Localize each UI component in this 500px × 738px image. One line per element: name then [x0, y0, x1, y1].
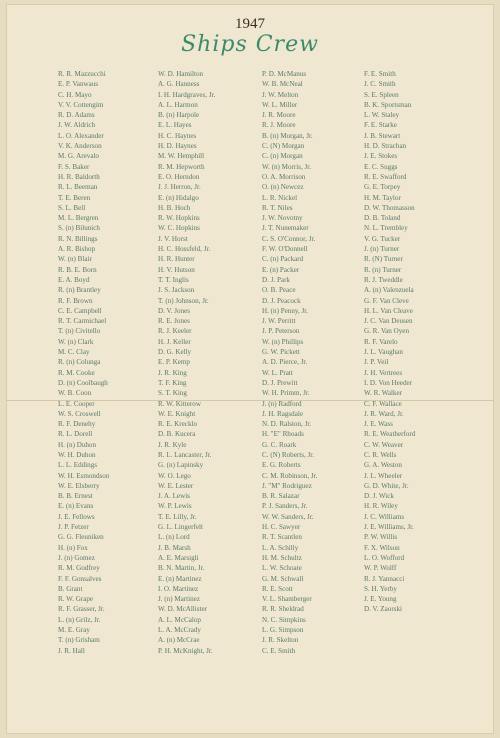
- crew-member-name: J. (n) Turner: [364, 245, 400, 254]
- crew-member-name: R. F. Varelo: [364, 337, 398, 346]
- crew-member-name: J. P. Fetzer: [58, 523, 89, 532]
- crew-member-name: W. P. Lewis: [158, 502, 192, 511]
- crew-member-name: R. W. Grape: [58, 595, 94, 604]
- crew-member-name: R. T. Carmichael: [58, 317, 107, 326]
- crew-member-name: R. (N) Turner: [364, 255, 403, 264]
- crew-member-name: A. L. Harmon: [158, 100, 198, 109]
- crew-member-name: H. M. Schultz: [262, 553, 302, 562]
- crew-member-name: M. G. Arevalo: [58, 152, 99, 161]
- crew-member-name: E. (n) Packer: [262, 265, 300, 274]
- crew-member-name: R. M. Godfrey: [58, 564, 100, 573]
- crew-member-name: L. W. Schoate: [262, 564, 302, 573]
- crew-member-name: C. F. Wallace: [364, 399, 402, 408]
- crew-member-name: W. O. Lego: [158, 471, 191, 480]
- crew-member-name: M. L. Bergren: [58, 214, 99, 223]
- crew-member-name: P. H. McKnight, Jr.: [158, 646, 213, 655]
- crew-member-name: R. M. Cooke: [58, 368, 95, 377]
- crew-member-name: J. S. Jackson: [158, 286, 195, 295]
- crew-member-name: G. G. Fleuniken: [58, 533, 104, 542]
- crew-member-name: R. B. E. Born: [58, 265, 97, 274]
- crew-member-name: T. (n) Grisham: [58, 636, 100, 645]
- crew-member-name: A. L. McCalop: [158, 615, 201, 624]
- crew-member-name: R. (n) Colunga: [58, 358, 101, 367]
- crew-member-name: E. P. Vanwaus: [58, 80, 99, 89]
- crew-member-name: G. D. White, Jr.: [364, 481, 409, 490]
- crew-member-name: V. K. Anderson: [58, 142, 102, 151]
- crew-member-name: W. S. Croswell: [58, 409, 101, 418]
- crew-member-name: L. A. McCrady: [158, 626, 201, 635]
- crew-member-name: A. G. Hanness: [158, 80, 200, 89]
- crew-member-name: W. C. Hopkins: [158, 224, 200, 233]
- crew-member-name: J. J. Herron, Jr.: [158, 183, 201, 192]
- crew-member-name: G. W. Pickett: [262, 348, 300, 357]
- crew-member-name: W. W. Sanders, Jr.: [262, 512, 314, 521]
- crew-member-name: R. J. Tweddle: [364, 275, 403, 284]
- crew-member-name: W. E. Knight: [158, 409, 196, 418]
- crew-member-name: O. B. Peace: [262, 286, 296, 295]
- crew-member-name: G. E. Torpey: [364, 183, 401, 192]
- crew-member-name: H. M. Taylor: [364, 193, 401, 202]
- crew-member-name: G. A. Weston: [364, 461, 402, 470]
- crew-member-name: H. R. Wiley: [364, 502, 398, 511]
- crew-member-name: C. R. Wells: [364, 450, 397, 459]
- crew-member-name: V. V. Cottengim: [58, 100, 104, 109]
- crew-member-name: J. W. Aldrich: [58, 121, 96, 130]
- crew-member-name: C. (n) Packard: [262, 255, 304, 264]
- crew-member-name: H. (n) Duhon: [58, 440, 97, 449]
- crew-member-name: S. H. Yerby: [364, 584, 397, 593]
- crew-member-name: E. C. Suggs: [364, 162, 398, 171]
- crew-member-name: D. B. Kucera: [158, 430, 196, 439]
- crew-member-name: W. H. Primm, Jr.: [262, 389, 310, 398]
- crew-member-name: W. (n) Blair: [58, 255, 92, 264]
- crew-member-name: H. C. Hossfeld, Jr.: [158, 245, 211, 254]
- crew-member-name: M. C. Clay: [58, 348, 90, 357]
- crew-member-name: L. W. Staley: [364, 111, 400, 120]
- crew-member-name: G. L. Lingerfelt: [158, 523, 203, 532]
- crew-member-name: H. C. Haynes: [158, 131, 197, 140]
- crew-member-name: M. E. Gray: [58, 626, 90, 635]
- crew-member-name: F. F. Gonsalves: [58, 574, 102, 583]
- crew-member-name: C. M. Robinson, Jr.: [262, 471, 318, 480]
- crew-member-name: J. B. Marsh: [158, 543, 191, 552]
- crew-member-name: C. (N) Roberts, Jr.: [262, 450, 315, 459]
- crew-member-name: E. A. Boyd: [58, 275, 90, 284]
- crew-member-name: J. P. Veil: [364, 358, 389, 367]
- crew-member-name: F. E. Smith: [364, 70, 396, 78]
- crew-member-name: L. R. Nickel: [262, 193, 298, 202]
- crew-member-name: T. (n) Civitello: [58, 327, 101, 336]
- crew-member-name: B. R. Salazar: [262, 492, 300, 501]
- crew-member-name: S. L. Bell: [58, 203, 86, 212]
- crew-member-name: F. X. Wilson: [364, 543, 400, 552]
- crew-member-name: D. J. Peacock: [262, 296, 301, 305]
- crew-member-name: L. O. Wofford: [364, 553, 405, 562]
- crew-member-name: D. G. Kelly: [158, 348, 192, 357]
- crew-member-name: J. W. Novotny: [262, 214, 303, 223]
- crew-member-name: W. B. McNeal: [262, 80, 303, 89]
- crew-member-name: N. L. Trembley: [364, 224, 408, 233]
- crew-member-name: W. D. Hamilton: [158, 70, 204, 78]
- crew-member-name: C. S. O'Connor, Jr.: [262, 234, 316, 243]
- crew-member-name: R. T. Scantlen: [262, 533, 302, 542]
- crew-member-name: W. L. Pratt: [262, 368, 293, 377]
- crew-member-name: H. R. Hunter: [158, 255, 195, 264]
- crew-member-name: H. D. Haynes: [158, 142, 197, 151]
- crew-member-name: J. R. Kyle: [158, 440, 187, 449]
- crew-member-name: G. R. Van Oyen: [364, 327, 409, 336]
- crew-member-name: R. E. Swafford: [364, 172, 407, 181]
- crew-member-name: H. J. Keller: [158, 337, 191, 346]
- crew-member-name: J. R. Hall: [58, 646, 85, 655]
- crew-member-name: L. G. Simpson: [262, 626, 304, 635]
- crew-member-name: R. J. Moore: [262, 121, 296, 130]
- crew-member-name: D. (n) Coolbaugh: [58, 378, 108, 387]
- crew-member-name: S. E. Spleen: [364, 90, 399, 99]
- crew-member-name: J. (n) Gomez: [58, 553, 95, 562]
- crew-member-name: N. D. Ralston, Jr.: [262, 420, 312, 429]
- crew-member-name: D. J. Prewitt: [262, 378, 298, 387]
- crew-member-name: C. E. Smith: [262, 646, 296, 655]
- crew-member-name: A. R. Bishop: [58, 245, 96, 254]
- crew-member-name: F. W. O'Donnell: [262, 245, 308, 254]
- crew-member-name: R. (n) Turner: [364, 265, 402, 274]
- crew-member-name: J. B. Stewart: [364, 131, 401, 140]
- crew-member-name: N. C. Simpkins: [262, 615, 306, 624]
- crew-member-name: F. S. Baker: [58, 162, 90, 171]
- crew-member-name: B. Grant: [58, 584, 83, 593]
- crew-member-name: S. (n) Bilunich: [58, 224, 100, 233]
- crew-member-name: R. L. Beeman: [58, 183, 98, 192]
- crew-member-name: V. L. Shamberger: [262, 595, 312, 604]
- crew-member-name: J. H. Ragsdale: [262, 409, 303, 418]
- crew-member-name: R. N. Billings: [58, 234, 98, 243]
- crew-member-name: J. C. Van Deusen: [364, 317, 413, 326]
- crew-member-name: W. E. Elsberry: [58, 481, 100, 490]
- crew-member-name: S. T. King: [158, 389, 187, 398]
- crew-member-name: J. E. Young: [364, 595, 397, 604]
- crew-member-name: R. R. Sheldrad: [262, 605, 304, 614]
- crew-member-name: B. (n) Morgan, Jr.: [262, 131, 313, 140]
- crew-member-name: G. M. Schwall: [262, 574, 304, 583]
- crew-member-name: H. C. Sawyer: [262, 523, 301, 532]
- crew-member-name: P. D. McManus: [262, 70, 307, 78]
- crew-member-name: R. E. Scott: [262, 584, 293, 593]
- crew-member-name: E. P. Kemp: [158, 358, 190, 367]
- crew-member-name: W. L. Miller: [262, 100, 298, 109]
- crew-member-name: W. (n) Morris, Jr.: [262, 162, 311, 171]
- page-title: Ships Crew: [181, 32, 319, 57]
- crew-member-name: J. P. Peterson: [262, 327, 300, 336]
- crew-member-name: R. T. Niles: [262, 203, 293, 212]
- crew-column-2: [158, 69, 215, 656]
- crew-member-name: R. R. Mazzucchi: [58, 70, 106, 78]
- crew-member-name: R. F. Grasser, Jr.: [58, 605, 105, 614]
- year-heading: 1947: [235, 16, 265, 32]
- crew-member-name: J. E. Wass: [364, 420, 393, 429]
- crew-member-name: L. (n) Lord: [158, 533, 190, 542]
- crew-member-name: B. K. Sportsman: [364, 100, 412, 109]
- crew-member-name: C. E. Campbell: [58, 306, 102, 315]
- crew-member-name: W. (n) Phillips: [262, 337, 304, 346]
- crew-member-name: R. (n) Brantley: [58, 286, 101, 295]
- crew-column-3: [262, 69, 317, 656]
- crew-member-name: J. R. King: [158, 368, 187, 377]
- crew-member-name: D. V. Zaorski: [364, 605, 402, 614]
- crew-member-name: E. (n) Hidalgo: [158, 193, 199, 202]
- crew-member-name: R. D. Adams: [58, 111, 95, 120]
- crew-member-name: R. W. Kitterow: [158, 399, 201, 408]
- crew-member-name: J. L. Vaughan: [364, 348, 403, 357]
- crew-member-name: D. J. Wick: [364, 492, 394, 501]
- crew-member-name: L. (n) Grilz, Jr.: [58, 615, 101, 624]
- crew-member-name: H. (n) Penny, Jr.: [262, 306, 309, 315]
- crew-member-name: R. E. Krecklo: [158, 420, 198, 429]
- crew-member-name: I. H. Hardgraves, Jr.: [158, 90, 216, 99]
- crew-member-name: J. R. Moore: [262, 111, 296, 120]
- crew-member-name: D. B. Toland: [364, 214, 401, 223]
- crew-member-name: A. (n) Valenzuela: [364, 286, 414, 295]
- crew-member-name: H. V. Hutson: [158, 265, 195, 274]
- crew-member-name: J. R. Ward, Jr.: [364, 409, 404, 418]
- crew-member-name: J. C. Williams: [364, 512, 405, 521]
- crew-member-name: T. E. Beren: [58, 193, 91, 202]
- crew-member-name: H. B. Hoch: [158, 203, 191, 212]
- crew-member-name: A. D. Pierce, Jr.: [262, 358, 308, 367]
- crew-member-name: F. E. Starke: [364, 121, 397, 130]
- crew-member-name: C. W. Weaver: [364, 440, 404, 449]
- crew-member-name: B. N. Martin, Jr.: [158, 564, 205, 573]
- crew-member-name: H. D. Strachan: [364, 142, 407, 151]
- crew-member-name: H. (n) Fox: [58, 543, 88, 552]
- crew-member-name: J. E. Fellows: [58, 512, 95, 521]
- crew-member-name: G. C. Roark: [262, 440, 297, 449]
- crew-member-name: C. (N) Morgan: [262, 142, 305, 151]
- crew-member-name: E. G. Roberts: [262, 461, 301, 470]
- crew-member-name: J. W. Perritt: [262, 317, 296, 326]
- crew-member-name: L. E. Cooper: [58, 399, 95, 408]
- crew-member-name: D. V. Jones: [158, 306, 191, 315]
- crew-member-name: J. W. Melton: [262, 90, 299, 99]
- crew-member-name: R. L. Lancaster, Jr.: [158, 450, 212, 459]
- crew-member-name: O. (n) Newcez: [262, 183, 304, 192]
- crew-member-name: J. (n) Martinez: [158, 595, 200, 604]
- crew-member-name: W. P. Wolff: [364, 564, 397, 573]
- crew-member-name: D. J. Park: [262, 275, 290, 284]
- crew-column-1: [58, 69, 109, 656]
- crew-member-name: J. C. Smith: [364, 80, 396, 89]
- crew-member-name: R. L. Dorell: [58, 430, 93, 439]
- crew-member-name: L. A. Schilly: [262, 543, 299, 552]
- crew-member-name: R. F. Denehy: [58, 420, 96, 429]
- crew-member-name: E. O. Herndon: [158, 172, 200, 181]
- crew-member-name: E. (n) Evans: [58, 502, 94, 511]
- crew-member-name: P. W. Willis: [364, 533, 398, 542]
- crew-member-name: J. T. Nunemaker: [262, 224, 309, 233]
- crew-member-name: W. H. Duhon: [58, 450, 96, 459]
- crew-member-name: G. F. Van Cleve: [364, 296, 409, 305]
- crew-member-name: W. B. Coon: [58, 389, 92, 398]
- crew-member-name: B. (n) Harpole: [158, 111, 200, 120]
- crew-member-name: E. (n) Martinez: [158, 574, 202, 583]
- crew-member-name: R. E. Weatherford: [364, 430, 416, 439]
- crew-member-name: B. B. Ernest: [58, 492, 93, 501]
- crew-member-name: M. W. Hemphill: [158, 152, 205, 161]
- crew-member-name: J. R. Skelton: [262, 636, 299, 645]
- crew-member-name: R. W. Hopkins: [158, 214, 200, 223]
- crew-member-name: W. R. Walker: [364, 389, 403, 398]
- crew-member-name: W. E. Lester: [158, 481, 194, 490]
- crew-member-name: H. R. Baldorth: [58, 172, 100, 181]
- crew-member-name: C. H. Mayo: [58, 90, 92, 99]
- crew-member-name: W. H. Esmondson: [58, 471, 110, 480]
- crew-member-name: R. E. Jones: [158, 317, 190, 326]
- crew-member-name: L. O. Alexander: [58, 131, 104, 140]
- crew-member-name: R. J. Keeler: [158, 327, 192, 336]
- crew-member-name: T. T. Inglis: [158, 275, 189, 284]
- crew-member-name: E. L. Hayes: [158, 121, 192, 130]
- crew-member-name: G. (n) Lapinsky: [158, 461, 204, 470]
- crew-member-name: R. F. Brown: [58, 296, 93, 305]
- crew-member-name: P. J. Sanders, Jr.: [262, 502, 308, 511]
- crew-member-name: C. (n) Morgan: [262, 152, 303, 161]
- crew-member-name: R. M. Hepworth: [158, 162, 205, 171]
- crew-member-name: W. (n) Clark: [58, 337, 94, 346]
- crew-member-name: H. "E" Rhoads: [262, 430, 304, 439]
- crew-member-name: J. E. Williams, Jr.: [364, 523, 414, 532]
- crew-member-name: I. D. Von Heeder: [364, 378, 413, 387]
- crew-member-name: W. D. McAllister: [158, 605, 207, 614]
- crew-member-name: J. H. Vertrees: [364, 368, 403, 377]
- crew-member-name: A. E. Marsigli: [158, 553, 199, 562]
- crew-member-name: D. W. Thomasson: [364, 203, 415, 212]
- crew-member-name: J. V. Horst: [158, 234, 188, 243]
- crew-member-name: V. G. Tucker: [364, 234, 401, 243]
- crew-member-name: L. L. Eddings: [58, 461, 98, 470]
- crew-member-name: J. E. Stokes: [364, 152, 398, 161]
- crew-member-name: J. (n) Radford: [262, 399, 302, 408]
- crew-member-name: J. A. Lewis: [158, 492, 190, 501]
- crew-member-name: R. J. Yannacci: [364, 574, 405, 583]
- crew-member-name: T. E. Lilly, Jr.: [158, 512, 197, 521]
- crew-column-4: [364, 69, 415, 615]
- crew-member-name: T. F. King: [158, 378, 187, 387]
- crew-member-name: O. A. Morrison: [262, 172, 306, 181]
- crew-member-name: J. L. Wheeler: [364, 471, 403, 480]
- crew-member-name: J. "M" Rodriguez: [262, 481, 312, 490]
- crew-member-name: H. L. Van Cleave: [364, 306, 413, 315]
- crew-member-name: I. O. Martinez: [158, 584, 199, 593]
- crew-member-name: T. (n) Johnson, Jr.: [158, 296, 209, 305]
- crew-member-name: A. (n) McCrae: [158, 636, 200, 645]
